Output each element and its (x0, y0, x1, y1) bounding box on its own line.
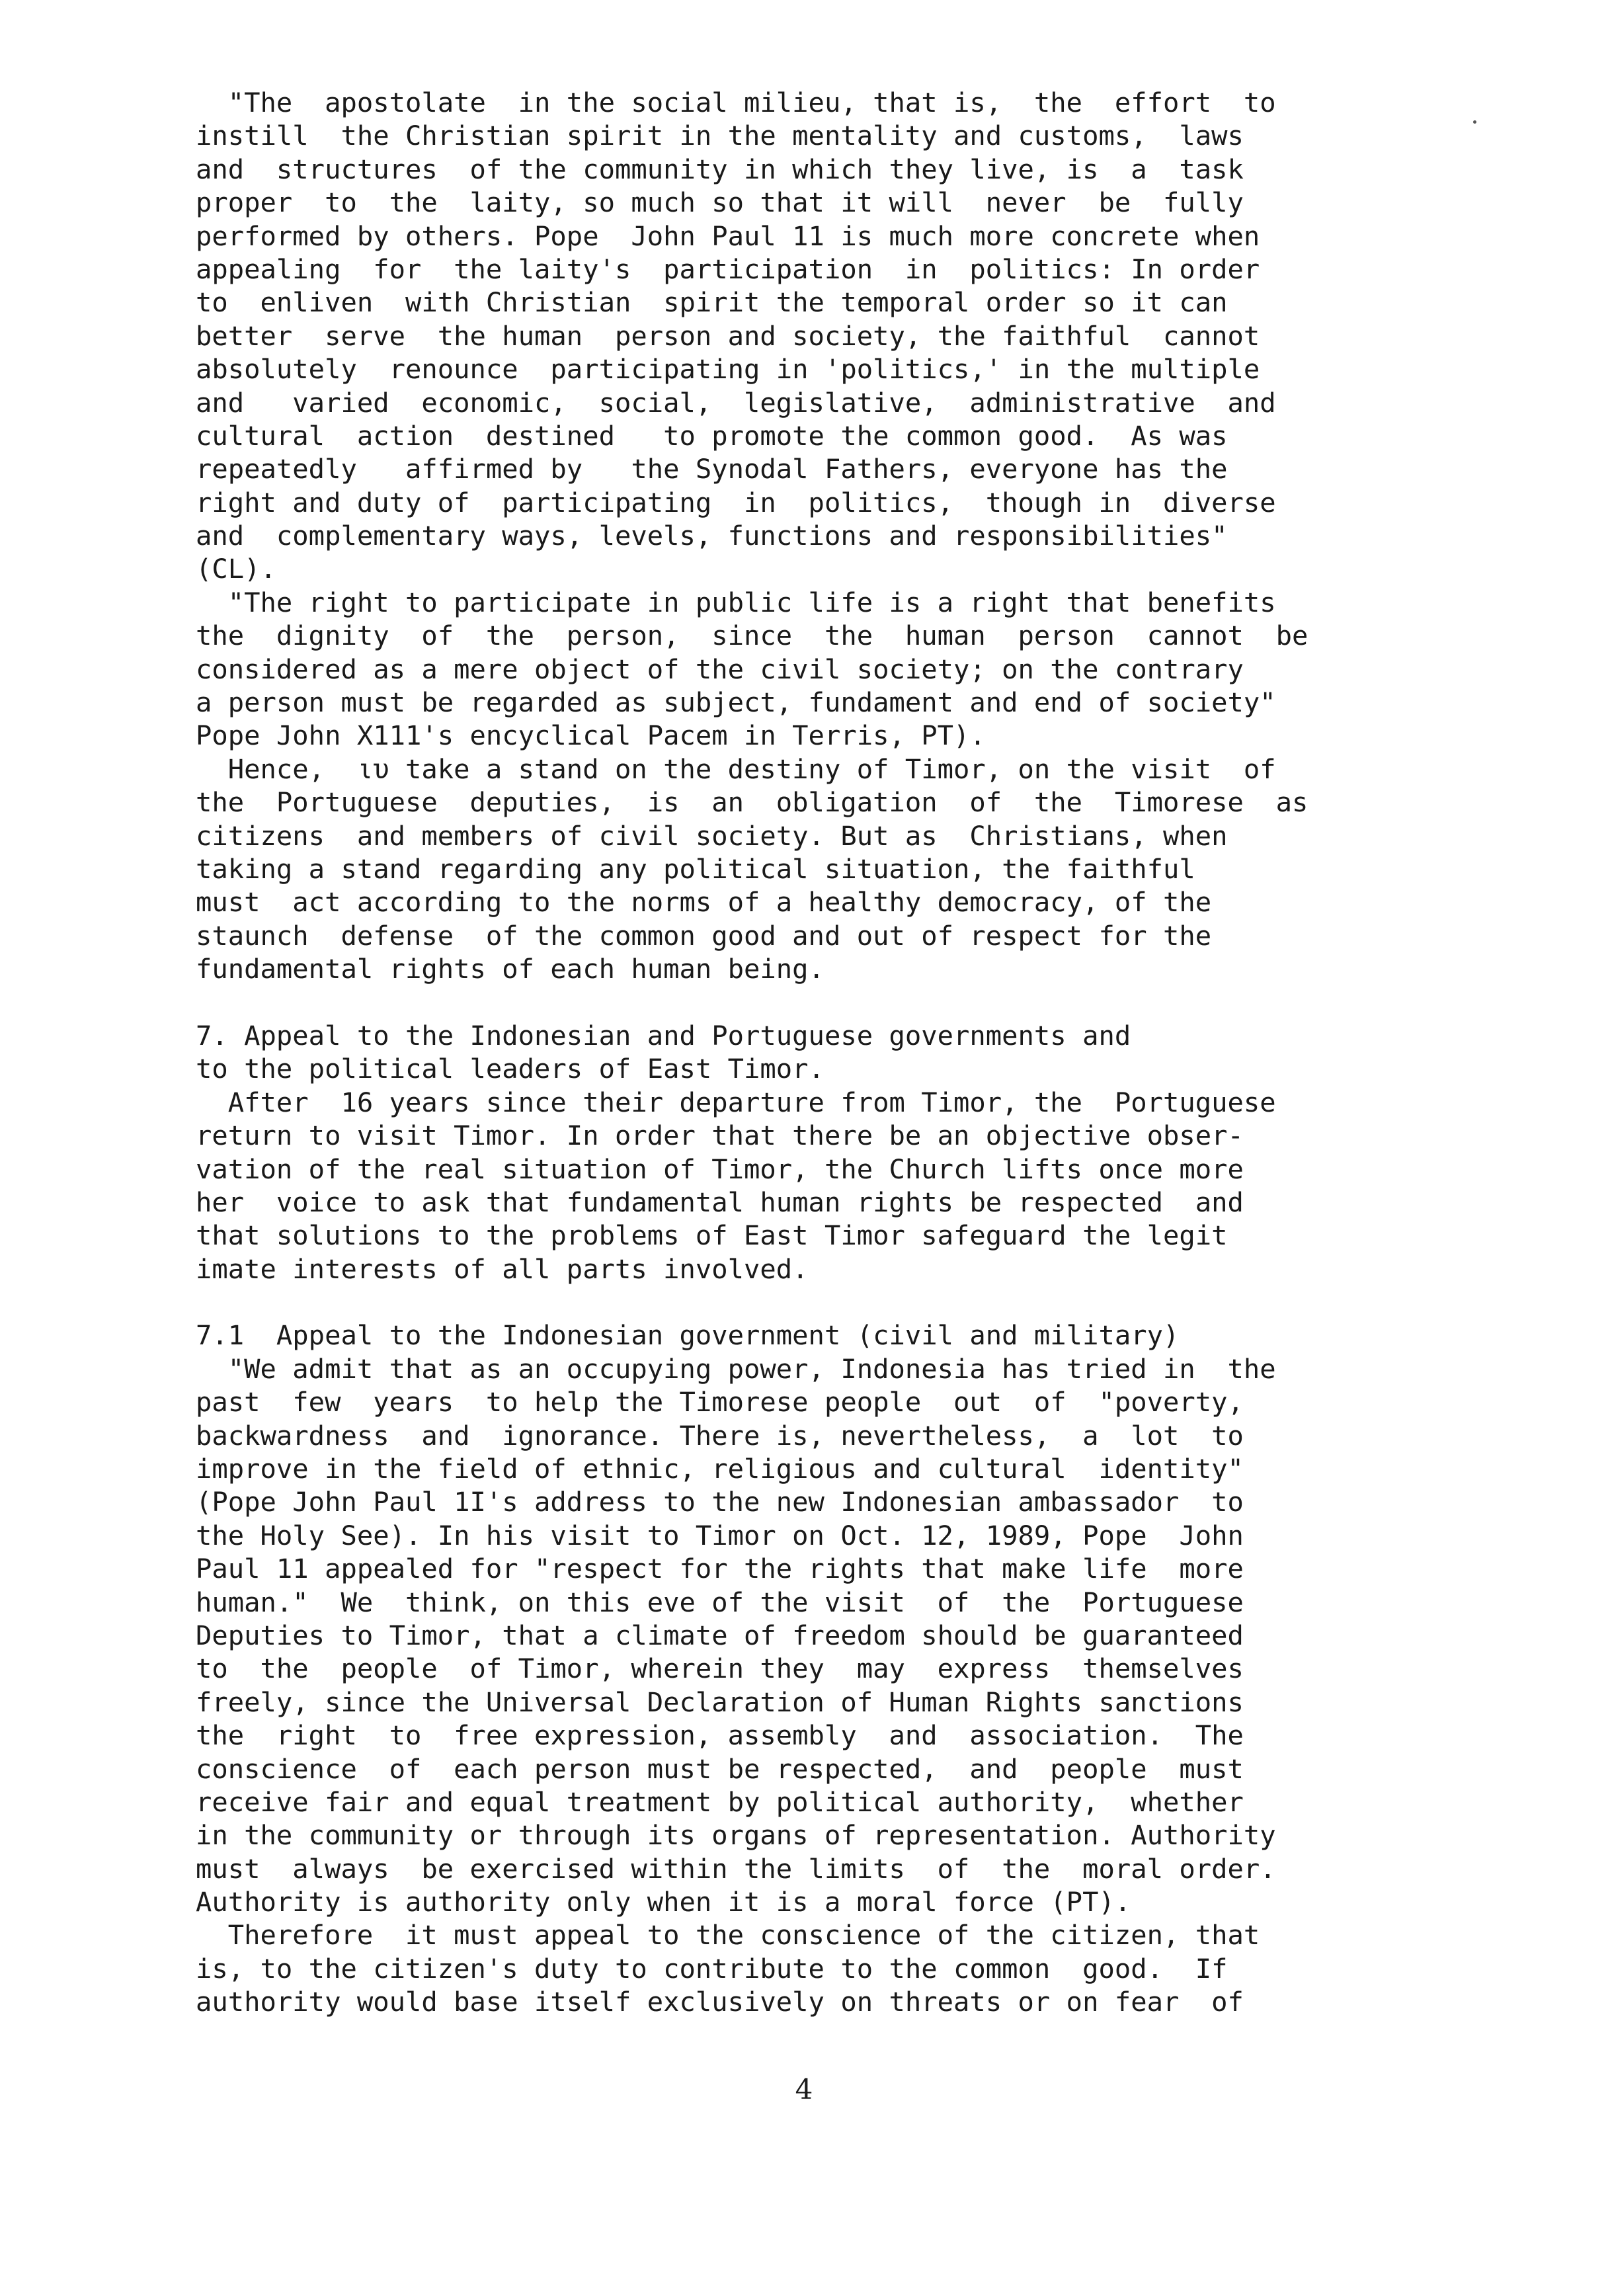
text-line: considered as a mere object of the civil society; on the contrary (196, 653, 1244, 685)
text-line: and varied economic, social, legislative, administrative and (196, 386, 1276, 419)
text-line: proper to the laity, so much so that it will never be fully (196, 186, 1244, 219)
text-line: staunch defense of the common good and out of respect for the (196, 919, 1212, 952)
text-line: receive fair and equal treatment by political authority, whether (196, 1785, 1244, 1818)
text-line: the Portuguese deputies, is an obligation of the Timorese as (196, 786, 1308, 819)
page-number: 4 (795, 2073, 813, 2106)
text-line: better serve the human person and society, the faithful cannot (196, 319, 1260, 352)
text-line: must always be exercised within the limits of the moral order. (196, 1852, 1276, 1885)
text-line: Pope John X111's encyclical Pacem in Terris, PT). (196, 719, 986, 752)
paragraph-heading-7-1 (196, 1319, 1478, 1352)
text-line: performed by others. Pope John Paul 11 is much more concrete when (196, 220, 1260, 252)
text-line: is, to the citizen's duty to contribute to the common good. If (196, 1952, 1228, 1985)
paragraph-para-apostolate (196, 86, 1478, 586)
paragraph-para-therefore (196, 1918, 1478, 2018)
text-line: and structures of the community in which they live, is a task (196, 153, 1244, 185)
text-line: human." We think, on this eve of the visit of the Portuguese (196, 1586, 1244, 1618)
paragraph-gap (196, 986, 1478, 1019)
text-line: citizens and members of civil society. But as Christians, when (196, 819, 1228, 852)
text-line: backwardness and ignorance. There is, nevertheless, a lot to (196, 1419, 1244, 1452)
text-line: the dignity of the person, since the human person cannot be (196, 620, 1308, 652)
paragraph-gap (196, 1286, 1478, 1319)
text-line: freely, since the Universal Declaration of Human Rights sanctions (196, 1686, 1244, 1718)
text-line: Deputies to Timor, that a climate of freedom should be guaranteed (196, 1619, 1244, 1651)
text-line: Paul 11 appealed for "respect for the rights that make life more (196, 1553, 1244, 1585)
text-line: fundamental rights of each human being. (196, 953, 824, 985)
text-line: in the community or through its organs of representation. Authority (196, 1819, 1276, 1852)
text-line: appealing for the laity's participation in politics: In order (196, 253, 1260, 285)
body-text (196, 86, 1478, 2019)
paragraph-heading-7 (196, 1019, 1478, 1086)
text-line: return to visit Timor. In order that there be an objective obser- (196, 1120, 1244, 1152)
text-line: the right to free expression, assembly and association. The (196, 1719, 1244, 1752)
text-line: her voice to ask that fundamental human rights be respected and (196, 1186, 1244, 1218)
text-line: cultural action destined to promote the common good. As was (196, 419, 1228, 452)
text-line: to enliven with Christian spirit the temporal order so it can (196, 286, 1228, 319)
text-line: "The right to participate in public life is a right that benefits (196, 586, 1276, 618)
text-line: right and duty of participating in politics, though in diverse (196, 486, 1276, 518)
text-line: instill the Christian spirit in the mentality and customs, laws (196, 120, 1244, 152)
text-line: "The apostolate in the social milieu, that is, the effort to (196, 87, 1276, 118)
paragraph-para-after-16-years (196, 1086, 1478, 1286)
text-line: to the political leaders of East Timor. (196, 1053, 824, 1085)
text-line: past few years to help the Timorese people out of "poverty, (196, 1386, 1244, 1418)
text-line: (CL). (196, 553, 276, 585)
text-line: and complementary ways, levels, functions and responsibilities" (196, 520, 1228, 552)
text-line: a person must be regarded as subject, fundament and end of society" (196, 686, 1276, 719)
text-line: 7.1 Appeal to the Indonesian government (civil and military) (196, 1319, 1180, 1352)
scan-speck (1473, 120, 1476, 124)
text-line: imate interests of all parts involved. (196, 1252, 809, 1285)
text-line: taking a stand regarding any political situation, the faithful (196, 852, 1195, 885)
text-line: vation of the real situation of Timor, the Church lifts once more (196, 1153, 1244, 1185)
text-line: must act according to the norms of a healthy democracy, of the (196, 886, 1212, 919)
text-line: authority would base itself exclusively on threats or on fear of (196, 1986, 1244, 2018)
text-line: Hence, ιυ take a stand on the destiny of Timor, on the visit of (196, 753, 1276, 785)
text-line: 7. Appeal to the Indonesian and Portuguese governments and (196, 1019, 1131, 1051)
paragraph-para-we-admit (196, 1352, 1478, 1919)
text-line: conscience of each person must be respected, and people must (196, 1752, 1244, 1785)
text-line: (Pope John Paul 1I's address to the new Indonesian ambassador to (196, 1486, 1244, 1518)
text-line: "We admit that as an occupying power, Indonesia has tried in the (196, 1352, 1276, 1385)
text-line: that solutions to the problems of East Timor safeguard the legit (196, 1219, 1228, 1252)
text-line: the Holy See). In his visit to Timor on Oct. 12, 1989, Pope John (196, 1519, 1244, 1551)
text-line: Authority is authority only when it is a moral force (PT). (196, 1886, 1131, 1918)
text-line: to the people of Timor, wherein they may express themselves (196, 1653, 1244, 1685)
text-line: repeatedly affirmed by the Synodal Fathers, everyone has the (196, 453, 1228, 485)
paragraph-para-right-to-participate (196, 586, 1478, 753)
paragraph-para-hence (196, 753, 1478, 986)
text-line: After 16 years since their departure from Timor, the Portuguese (196, 1086, 1276, 1118)
text-line: improve in the field of ethnic, religious and cultural identity" (196, 1453, 1244, 1485)
text-line: Therefore it must appeal to the conscience of the citizen, that (196, 1919, 1260, 1951)
text-line: absolutely renounce participating in 'politics,' in the multiple (196, 353, 1260, 386)
